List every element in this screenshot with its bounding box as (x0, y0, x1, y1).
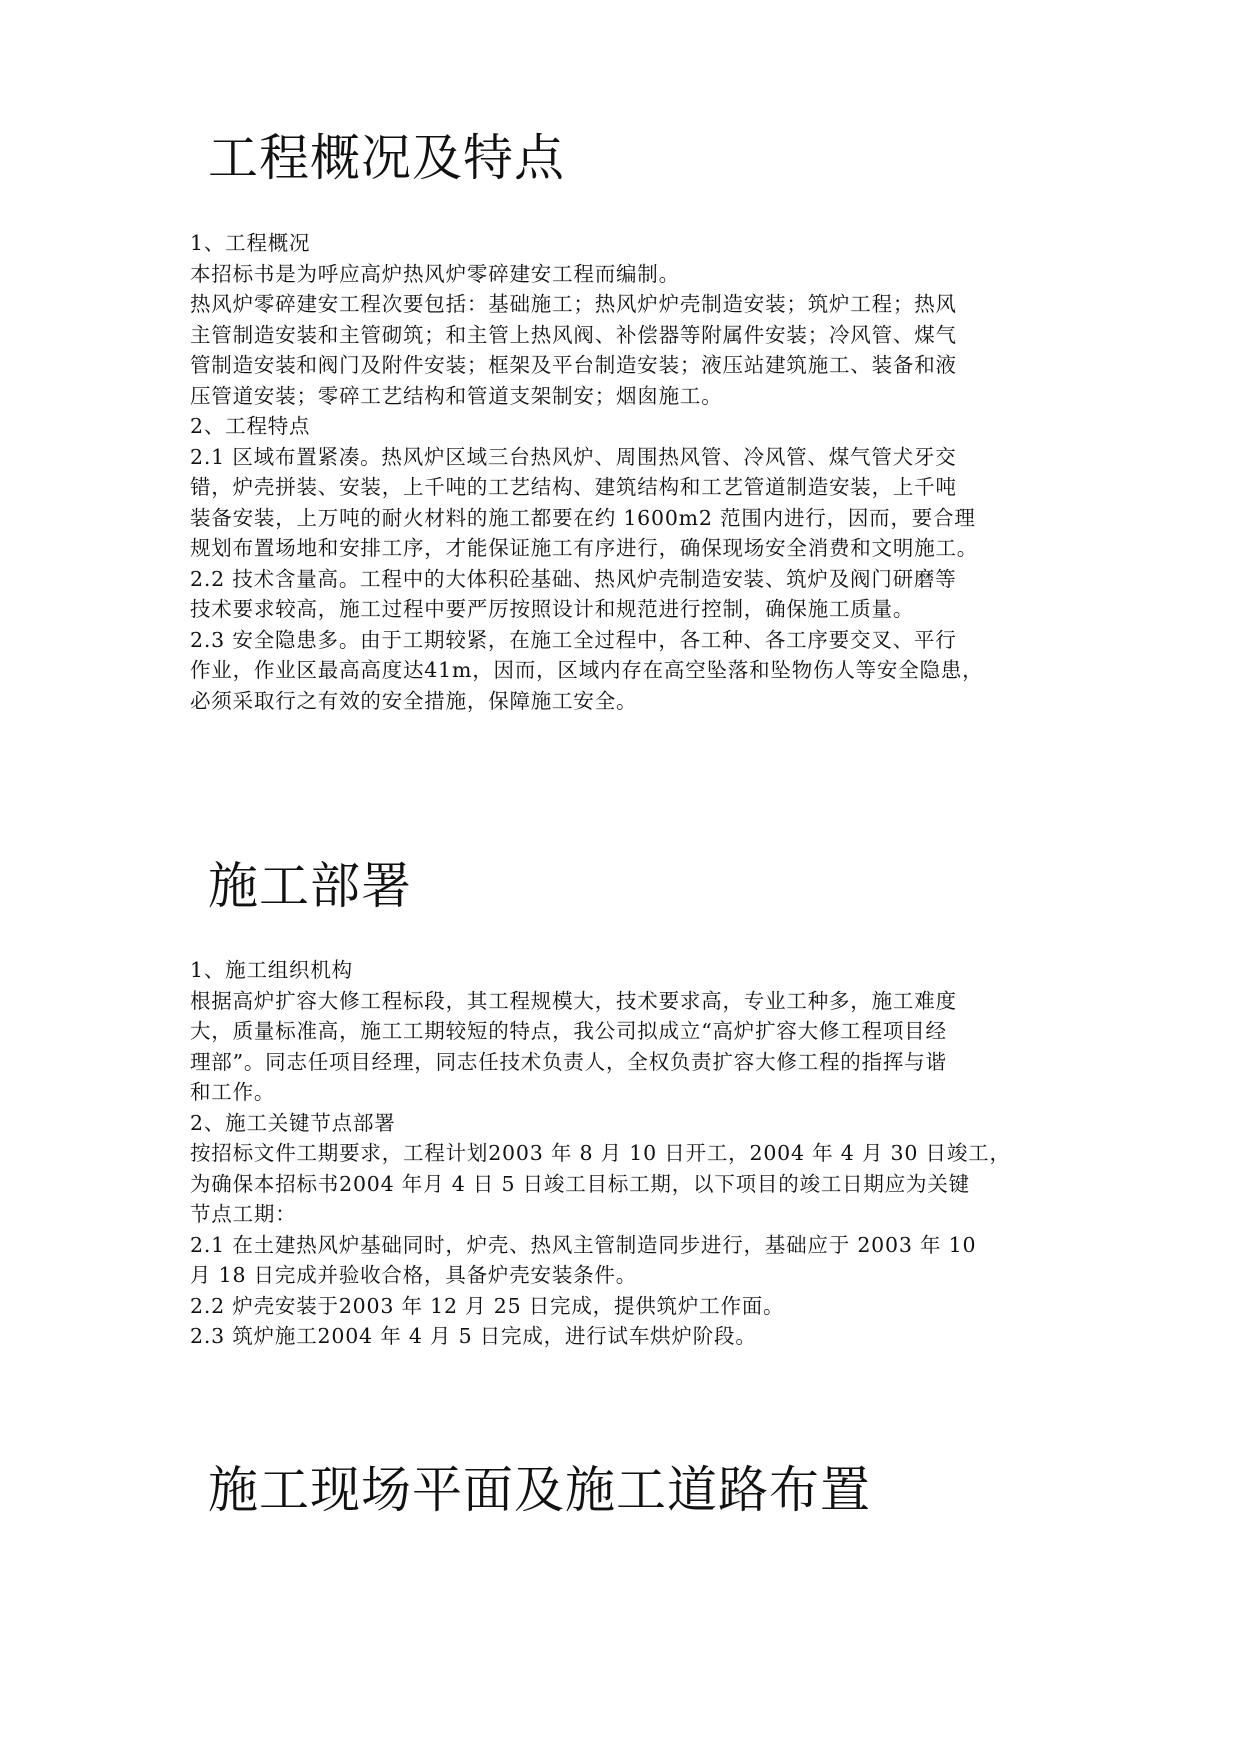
paragraph-line: 技术要求较高，施工过程中要严厉按照设计和规范进行控制，确保施工质量。 (190, 597, 915, 621)
paragraph-line: 2、施工关键节点部署 (190, 1110, 396, 1135)
paragraph-line: 必须采取行之有效的安全措施，保障施工安全。 (190, 688, 638, 713)
paragraph-line: 压管道安装；零碎工艺结构和管道支架制安；烟囱施工。 (190, 383, 723, 408)
section-heading-construction-deployment: 施工部署 (208, 857, 412, 915)
paragraph-line: 1、施工组织机构 (190, 958, 353, 982)
section-body-project-overview (190, 228, 1070, 716)
paragraph-line: 和工作。 (190, 1080, 276, 1104)
paragraph-line: 热风炉零碎建安工程次要包括：基础施工；热风炉炉壳制造安装；筑炉工程；热风 (190, 292, 957, 316)
paragraph-line: 为确保本招标书2004 年月 4 日 5 日竣工目标工期，以下项目的竣工日期应为关键 (190, 1171, 970, 1196)
paragraph-line: 2.1 区域布置紧凑。热风炉区域三台热风炉、周围热风管、冷风管、煤气管犬牙交 (190, 444, 957, 469)
paragraph-line: 2.3 筑炉施工2004 年 4 月 5 日完成，进行试车烘炉阶段。 (190, 1324, 757, 1348)
section-heading-site-layout-and-roads: 施工现场平面及施工道路布置 (208, 1461, 871, 1519)
paragraph-line: 月 18 日完成并验收合格，具备炉壳安装条件。 (190, 1263, 638, 1287)
section-heading-project-overview: 工程概况及特点 (208, 129, 565, 187)
paragraph-line: 2.2 炉壳安装于2003 年 12 月 25 日完成，提供筑炉工作面。 (190, 1293, 785, 1318)
paragraph-line: 作业，作业区最高高度达41m，因而，区域内存在高空坠落和坠物伤人等安全隐患， (190, 658, 984, 682)
paragraph-line: 2.1 在土建热风炉基础同时，炉壳、热风主管制造同步进行，基础应于 2003 年 10 (190, 1232, 977, 1257)
paragraph-line: 装备安装，上万吨的耐火材料的施工都要在约 1600m2 范围内进行，因而，要合理 (190, 505, 976, 530)
paragraph-line: 2.3 安全隐患多。由于工期较紧，在施工全过程中，各工种、各工序要交叉、平行 (190, 627, 957, 652)
paragraph-line: 根据高炉扩容大修工程标段，其工程规模大，技术要求高，专业工种多，施工难度 (190, 988, 957, 1013)
paragraph-line: 按招标文件工期要求，工程计划2003 年 8 月 10 日开工，2004 年 4 月 30 日竣工， (190, 1141, 1011, 1165)
paragraph-line: 理部”。同志任项目经理，同志任技术负责人，全权负责扩容大修工程的指挥与谐 (190, 1049, 947, 1074)
section-body-construction-deployment (190, 955, 1070, 1352)
paragraph-line: 2.2 技术含量高。工程中的大体积砼基础、热风炉壳制造安装、筑炉及阀门研磨等 (190, 566, 957, 591)
paragraph-line: 管制造安装和阀门及附件安装；框架及平台制造安装；液压站建筑施工、装备和液 (190, 353, 957, 377)
paragraph-line: 错，炉壳拼装、安装，上千吨的工艺结构、建筑结构和工艺管道制造安装，上千吨 (190, 475, 957, 499)
paragraph-line: 主管制造安装和主管砌筑；和主管上热风阀、补偿器等附属件安装；冷风管、煤气 (190, 322, 957, 347)
paragraph-line: 节点工期： (190, 1202, 297, 1226)
paragraph-line: 规划布置场地和安排工序，才能保证施工有序进行，确保现场安全消费和文明施工。 (190, 536, 979, 560)
paragraph-line: 大，质量标准高，施工工期较短的特点，我公司拟成立“高炉扩容大修工程项目经 (190, 1019, 947, 1043)
paragraph-line: 1、工程概况 (190, 231, 311, 255)
paragraph-line: 本招标书是为呼应高炉热风炉零碎建安工程而编制。 (190, 261, 680, 286)
paragraph-line: 2、工程特点 (190, 414, 311, 438)
